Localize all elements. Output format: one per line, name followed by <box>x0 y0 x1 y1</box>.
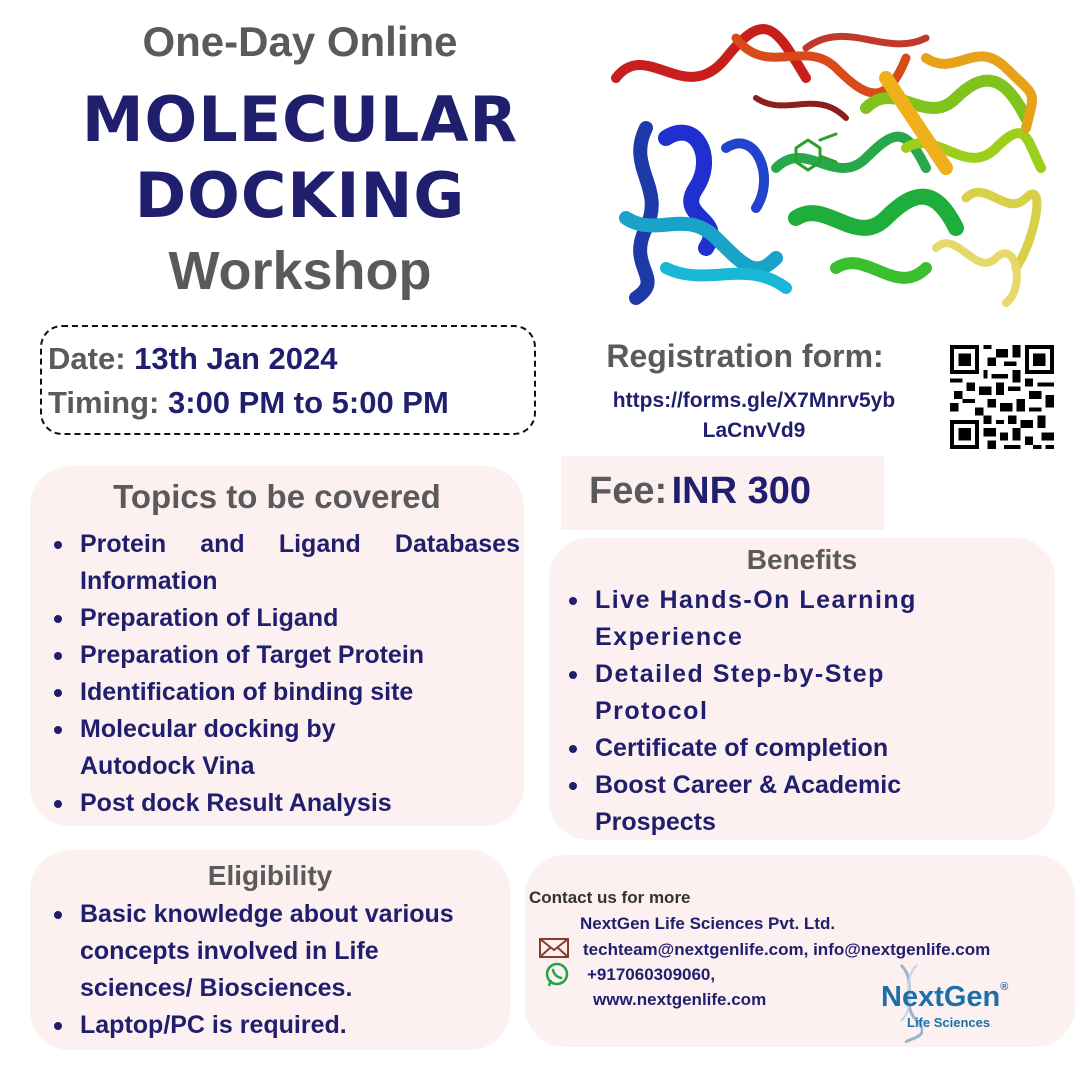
heading-title <box>40 82 560 234</box>
benefits-list <box>595 582 1005 841</box>
protein-structure-image <box>606 18 1046 308</box>
topic-item: Preparation of Ligand <box>80 600 520 637</box>
bullet-icon <box>54 800 62 808</box>
topics-list <box>80 526 520 822</box>
benefits-card <box>549 538 1055 840</box>
date-value: 13th Jan 2024 <box>134 341 338 376</box>
topic-item: Identification of binding site <box>80 674 520 711</box>
eligibility-title: Eligibility <box>207 860 333 891</box>
contact-title: Contact us for more <box>529 888 691 907</box>
bullet-icon <box>569 671 577 679</box>
heading-title-line-2: DOCKING <box>134 159 466 232</box>
bullet-icon <box>54 689 62 697</box>
bullet-icon <box>54 1022 62 1030</box>
company-name: NextGen Life Sciences Pvt. Ltd. <box>580 914 836 933</box>
eligibility-card <box>30 850 510 1050</box>
heading-line-1: One-Day Online <box>142 18 458 65</box>
nextgen-logo <box>881 963 1031 1043</box>
bullet-icon <box>54 652 62 660</box>
topics-title: Topics to be covered <box>113 478 441 515</box>
bullet-icon <box>569 745 577 753</box>
date-row <box>48 337 528 381</box>
topic-item: Preparation of Target Protein <box>80 637 520 674</box>
benefits-title: Benefits <box>746 544 858 575</box>
bullet-icon <box>569 782 577 790</box>
fee-value: INR 300 <box>671 470 811 512</box>
logo-tagline: Life Sciences <box>907 1015 991 1030</box>
bullet-icon <box>54 541 62 549</box>
topic-item: Post dock Result Analysis <box>80 785 520 822</box>
contact-phone[interactable]: +917060309060, <box>587 965 716 984</box>
benefit-item: Detailed Step-by-Step Protocol <box>595 656 1005 730</box>
bullet-icon <box>54 615 62 623</box>
fee-box <box>561 456 884 530</box>
registration-title: Registration form: <box>606 338 884 374</box>
schedule-box <box>40 325 536 435</box>
date-label: Date: <box>48 341 126 376</box>
registration-link-line-1[interactable]: https://forms.gle/X7Mnrv5yb <box>612 389 896 412</box>
logo-name: NextGen <box>881 981 1001 1013</box>
eligibility-item: Laptop/PC is required. <box>80 1007 490 1044</box>
heading-title-line-1: MOLECULAR <box>81 83 519 156</box>
topic-item: Protein and Ligand Databases Information <box>80 526 520 600</box>
benefit-item: Certificate of completion <box>595 730 1005 767</box>
topics-card <box>30 466 524 826</box>
bullet-icon <box>54 911 62 919</box>
contact-card <box>525 855 1075 1047</box>
registered-mark: ® <box>1000 981 1009 993</box>
registration-link[interactable] <box>570 386 938 446</box>
timing-value: 3:00 PM to 5:00 PM <box>168 385 449 420</box>
eligibility-item: Basic knowledge about various concepts involved in Life sciences/ Biosciences. <box>80 896 490 1007</box>
topic-item: Molecular docking by Autodock Vina <box>80 711 410 785</box>
heading-line-3: Workshop <box>168 241 432 301</box>
benefit-item: Boost Career & Academic Prospects <box>595 767 1005 841</box>
timing-label: Timing: <box>48 385 160 420</box>
benefit-item: Live Hands-On Learning Experience <box>595 582 1005 656</box>
whatsapp-icon <box>544 962 570 988</box>
contact-website[interactable]: www.nextgenlife.com <box>593 990 767 1009</box>
envelope-icon <box>539 938 569 958</box>
eligibility-list <box>80 896 490 1044</box>
fee-label: Fee: <box>589 470 668 512</box>
timing-row <box>48 381 528 425</box>
bullet-icon <box>54 726 62 734</box>
bullet-icon <box>569 597 577 605</box>
qr-code-icon[interactable] <box>950 345 1054 449</box>
contact-emails[interactable]: techteam@nextgenlife.com, info@nextgenlife.com <box>583 940 991 959</box>
registration-link-line-2[interactable]: LaCnvVd9 <box>702 419 806 442</box>
